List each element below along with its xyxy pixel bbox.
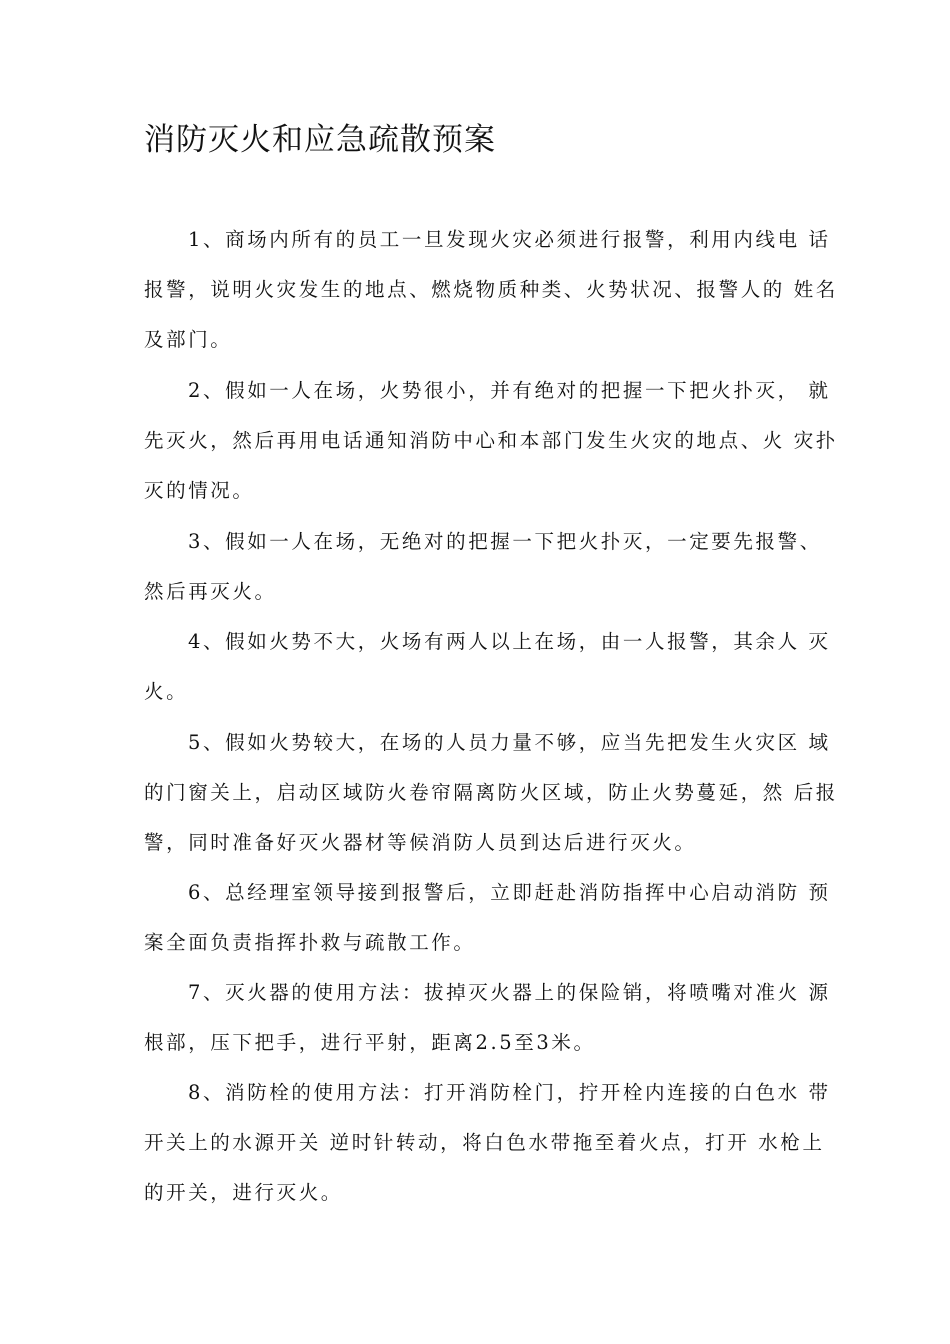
paragraph-line: 警，同时准备好灭火器材等候消防人员到达后进行灭火。	[144, 831, 697, 854]
paragraph-6	[144, 868, 831, 968]
paragraph-line: 3、假如一人在场，无绝对的把握一下把火扑灭，一定要先报警、	[188, 530, 822, 553]
paragraph-3	[144, 517, 824, 617]
paragraph-2	[144, 366, 838, 516]
paragraph-1	[144, 215, 838, 365]
paragraph-line: 的门窗关上，启动区域防火卷帘隔离防火区域，防止火势蔓延，然 后报	[144, 781, 838, 804]
paragraph-8	[144, 1068, 831, 1218]
paragraph-line: 灭的情况。	[144, 479, 255, 502]
paragraph-line: 火。	[144, 680, 189, 703]
paragraph-7	[144, 968, 831, 1068]
paragraph-line: 及部门。	[144, 328, 233, 351]
paragraph-line: 先灭火，然后再用电话通知消防中心和本部门发生火灾的地点、火 灾扑	[144, 429, 838, 452]
paragraph-line: 2、假如一人在场，火势很小，并有绝对的把握一下把火扑灭， 就	[188, 379, 831, 402]
paragraph-line: 报警，说明火灾发生的地点、燃烧物质种类、火势状况、报警人的 姓名	[144, 278, 838, 301]
paragraph-line: 开关上的水源开关 逆时针转动，将白色水带拖至着火点，打开 水枪上	[144, 1131, 825, 1154]
paragraph-line: 7、灭火器的使用方法：拔掉灭火器上的保险销，将喷嘴对准火 源	[188, 981, 831, 1004]
paragraph-line: 然后再灭火。	[144, 580, 277, 603]
paragraph-line: 4、假如火势不大，火场有两人以上在场，由一人报警，其余人 灭	[188, 630, 831, 653]
paragraph-5	[144, 718, 838, 868]
paragraph-line: 根部，压下把手，进行平射，距离2.5至3米。	[144, 1031, 596, 1054]
paragraph-line: 案全面负责指挥扑救与疏散工作。	[144, 931, 476, 954]
paragraph-line: 1、商场内所有的员工一旦发现火灾必须进行报警，利用内线电 话	[188, 228, 831, 251]
document-title: 消防灭火和应急疏散预案	[144, 122, 496, 158]
paragraph-line: 的开关，进行灭火。	[144, 1181, 343, 1204]
paragraph-line: 8、消防栓的使用方法：打开消防栓门，拧开栓内连接的白色水 带	[188, 1081, 831, 1104]
paragraph-line: 5、假如火势较大，在场的人员力量不够，应当先把发生火灾区 域	[188, 731, 831, 754]
paragraph-line: 6、总经理室领导接到报警后，立即赶赴消防指挥中心启动消防 预	[188, 881, 831, 904]
paragraph-4	[144, 617, 831, 717]
